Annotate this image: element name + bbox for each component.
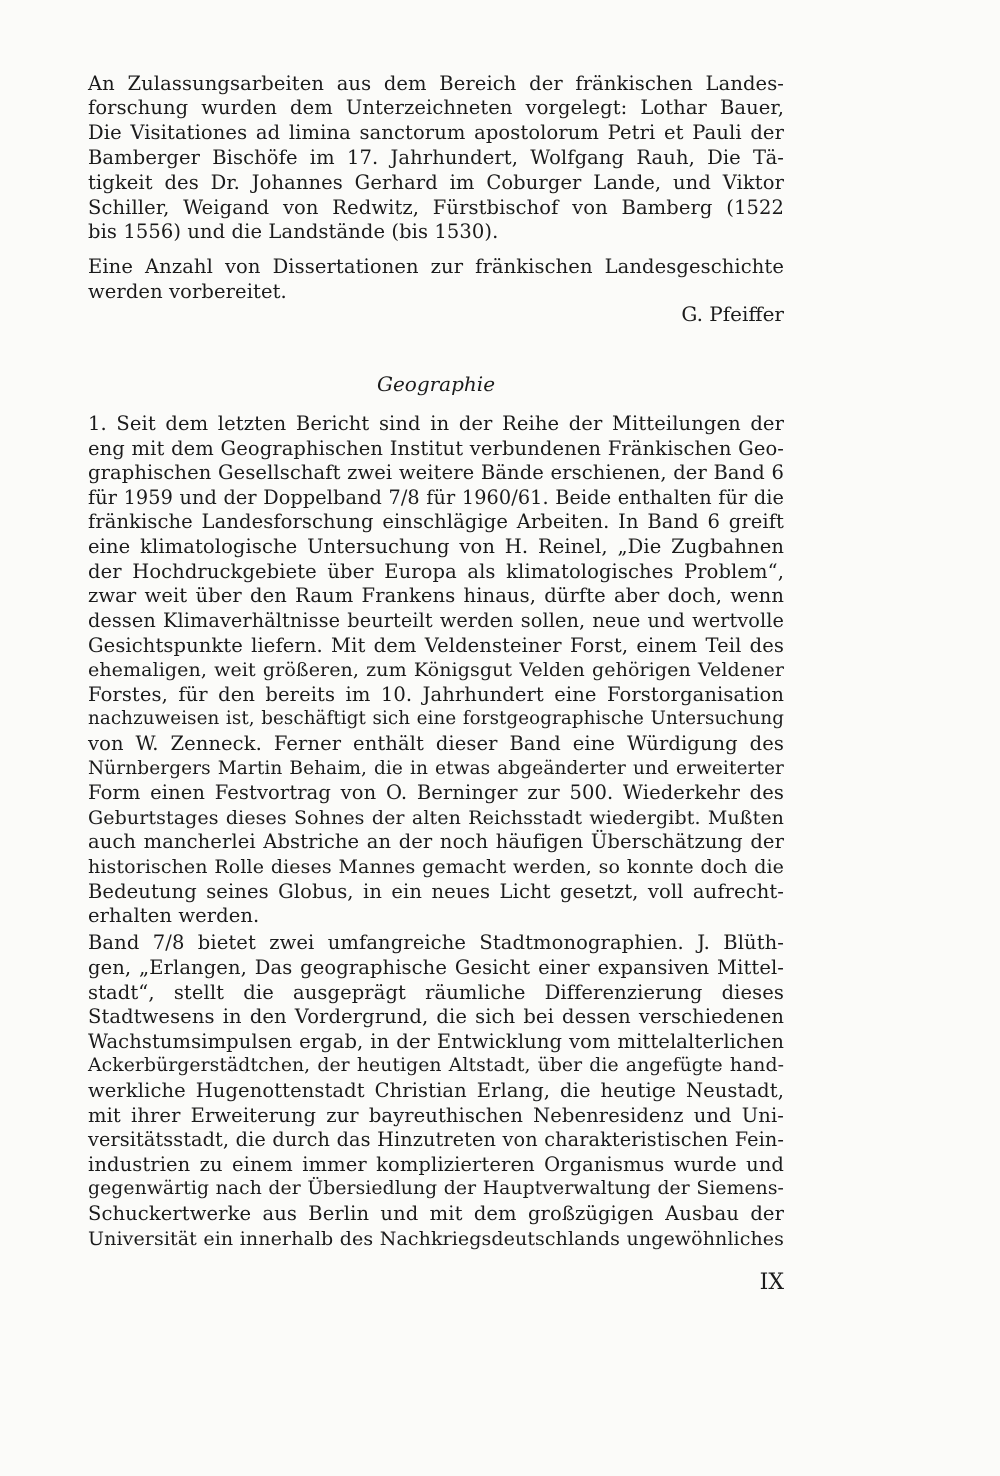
text-line: 1. Seit dem letzten Bericht sind in der Reihe der Mitteilungen der	[88, 412, 784, 435]
text-line: Stadtwesens in den Vordergrund, die sich bei dessen verschiedenen	[88, 1005, 784, 1028]
text-line: Gesichtspunkte liefern. Mit dem Veldensteiner Forst, einem Teil des	[88, 634, 784, 657]
text-line: Nürnbergers Martin Behaim, die in etwas abgeänderter und erweiterter	[88, 758, 784, 779]
text-line: nachzuweisen ist, beschäftigt sich eine forstgeographische Untersuchung	[88, 708, 784, 729]
text-line: Bamberger Bischöfe im 17. Jahrhundert, Wolfgang Rauh, Die Tä-	[88, 146, 784, 169]
text-line: mit ihrer Erweiterung zur bayreuthischen Nebenresidenz und Uni-	[88, 1104, 784, 1127]
text-line: Ackerbürgerstädtchen, der heutigen Altstadt, über die angefügte hand-	[88, 1055, 784, 1076]
text-line: für 1959 und der Doppelband 7/8 für 1960/61. Beide enthalten für die	[88, 486, 784, 509]
text-line: ehemaligen, weit größeren, zum Königsgut Velden gehörigen Veldener	[88, 659, 784, 681]
text-line: industrien zu einem immer komplizierteren Organismus wurde und	[88, 1153, 784, 1176]
text-line: fränkische Landesforschung einschlägige Arbeiten. In Band 6 greift	[88, 510, 784, 533]
text-line: Universität ein innerhalb des Nachkriegsdeutschlands ungewöhnliches	[88, 1228, 784, 1250]
text-line: werkliche Hugenottenstadt Christian Erlang, die heutige Neustadt,	[88, 1079, 784, 1102]
author-signature: G. Pfeiffer	[681, 302, 784, 326]
text-line: zwar weit über den Raum Frankens hinaus, dürfte aber doch, wenn	[88, 584, 784, 607]
section-heading: Geographie	[376, 372, 496, 396]
text-line: forschung wurden dem Unterzeichneten vorgelegt: Lothar Bauer,	[88, 96, 784, 119]
text-line: stadt“, stellt die ausgeprägt räumliche Differenzierung dieses	[88, 981, 784, 1004]
page-number: IX	[759, 1270, 784, 1295]
text-line: bis 1556) und die Landstände (bis 1530).	[88, 220, 499, 243]
text-line: graphischen Gesellschaft zwei weitere Bände erschienen, der Band 6	[88, 461, 784, 484]
text-line: Band 7/8 bietet zwei umfangreiche Stadtmonographien. J. Blüth-	[88, 931, 784, 954]
text-line: Bedeutung seines Globus, in ein neues Licht gesetzt, voll aufrecht-	[88, 880, 784, 903]
text-line: Form einen Festvortrag von O. Berninger zur 500. Wiederkehr des	[88, 781, 784, 804]
text-line: von W. Zenneck. Ferner enthält dieser Band eine Würdigung des	[88, 732, 784, 755]
text-line: gegenwärtig nach der Übersiedlung der Hauptverwaltung der Siemens-	[88, 1178, 784, 1199]
text-line: Geburtstages dieses Sohnes der alten Reichsstadt wiedergibt. Mußten	[88, 807, 784, 829]
text-line: Forstes, für den bereits im 10. Jahrhundert eine Forstorganisation	[88, 683, 784, 706]
text-line: eng mit dem Geographischen Institut verbundenen Fränkischen Geo-	[88, 437, 784, 460]
text-line: Wachstumsimpulsen ergab, in der Entwicklung vom mittelalterlichen	[88, 1030, 784, 1053]
text-line: der Hochdruckgebiete über Europa als klimatologisches Problem“,	[88, 560, 784, 583]
text-line: tigkeit des Dr. Johannes Gerhard im Coburger Lande, und Viktor	[88, 171, 784, 194]
text-line: Schiller, Weigand von Redwitz, Fürstbischof von Bamberg (1522	[88, 196, 784, 219]
text-line: Schuckertwerke aus Berlin und mit dem großzügigen Ausbau der	[88, 1202, 784, 1225]
text-line: werden vorbereitet.	[88, 280, 287, 303]
text-line: Die Visitationes ad limina sanctorum apostolorum Petri et Pauli der	[88, 121, 784, 144]
text-line: auch mancherlei Abstriche an der noch häufigen Überschätzung der	[88, 830, 784, 853]
text-line: An Zulassungsarbeiten aus dem Bereich der fränkischen Landes-	[88, 72, 784, 95]
text-line: historischen Rolle dieses Mannes gemacht werden, so konnte doch die	[88, 856, 784, 878]
text-line: dessen Klimaverhältnisse beurteilt werden sollen, neue und wertvolle	[88, 609, 784, 632]
text-line: eine klimatologische Untersuchung von H. Reinel, „Die Zugbahnen	[88, 535, 784, 558]
text-line: erhalten werden.	[88, 904, 260, 927]
text-line: gen, „Erlangen, Das geographische Gesicht einer expansiven Mittel-	[88, 956, 784, 979]
text-line: Eine Anzahl von Dissertationen zur fränkischen Landesgeschichte	[88, 255, 784, 278]
document-page	[88, 0, 784, 1476]
text-line: versitätsstadt, die durch das Hinzutreten von charakteristischen Fein-	[88, 1128, 784, 1151]
